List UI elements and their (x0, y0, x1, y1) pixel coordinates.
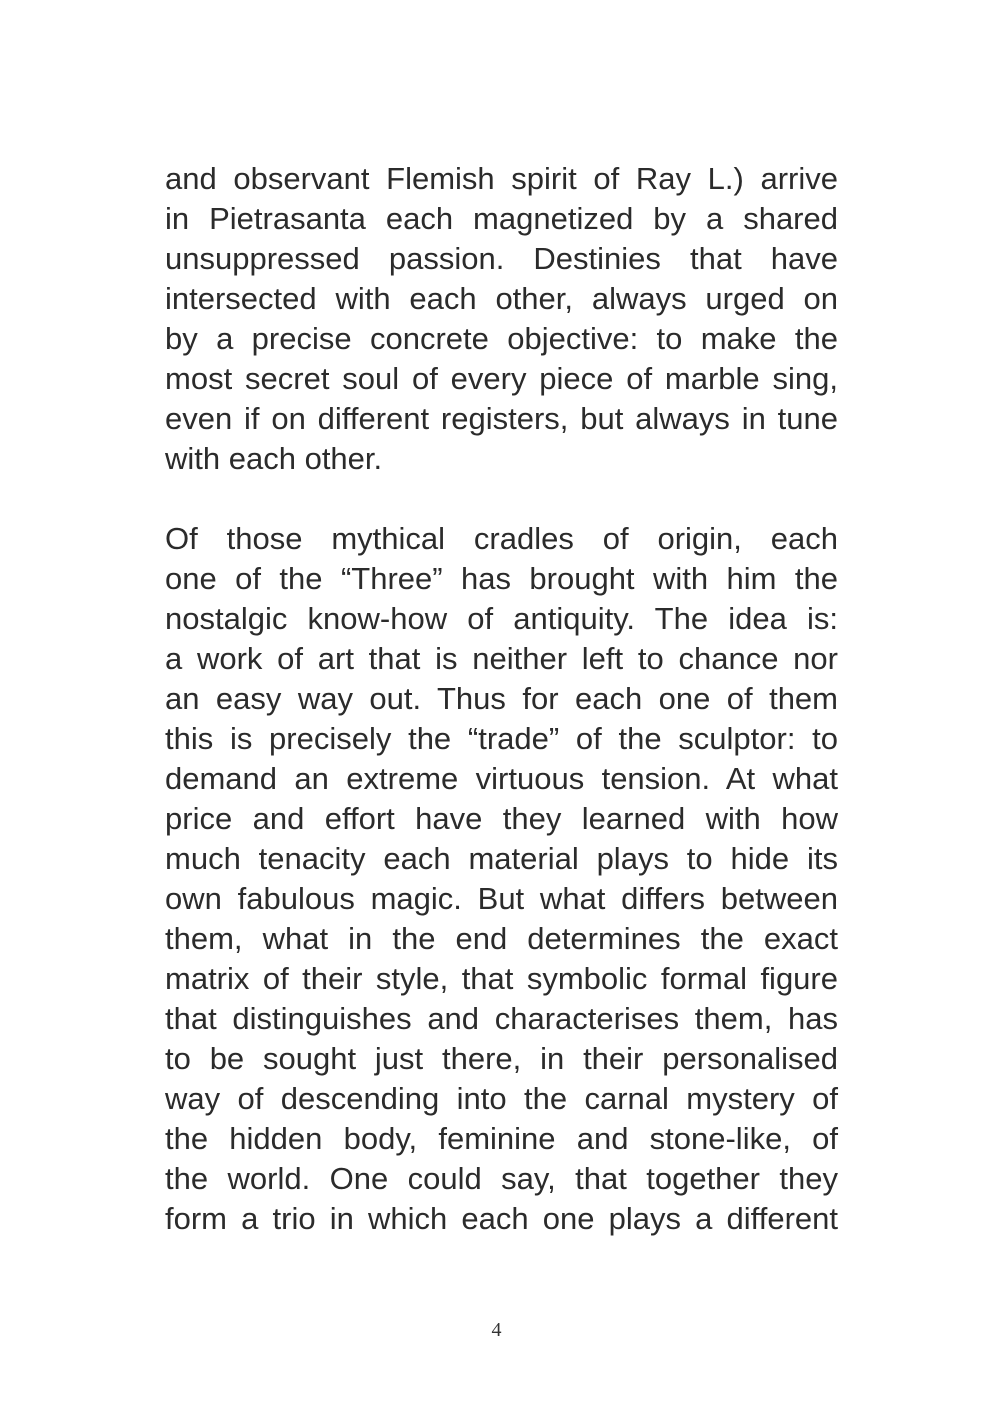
text-line: way of descending into the carnal mystery of (165, 1081, 838, 1116)
text-line: unsuppressed passion. Destinies that have (165, 241, 838, 276)
text-line: matrix of their style, that symbolic formal figure (165, 961, 838, 996)
text-line: much tenacity each material plays to hide its (165, 841, 838, 876)
text-line: a work of art that is neither left to chance nor (165, 641, 838, 676)
text-line: by a precise concrete objective: to make the (165, 321, 838, 356)
text-line: an easy way out. Thus for each one of them (165, 681, 838, 716)
text-line: the world. One could say, that together they (165, 1161, 838, 1196)
text-line: form a trio in which each one plays a different (165, 1201, 838, 1236)
body-text (165, 159, 838, 1239)
text-line: this is precisely the “trade” of the sculptor: to (165, 721, 838, 756)
text-line: with each other. (165, 441, 383, 476)
text-line: nostalgic know-how of antiquity. The idea is: (165, 601, 838, 636)
text-line: even if on different registers, but always in tune (165, 401, 838, 436)
text-line: and observant Flemish spirit of Ray L.) arrive (165, 161, 838, 196)
text-line: price and effort have they learned with how (165, 801, 838, 836)
text-line: own fabulous magic. But what differs between (165, 881, 838, 916)
text-line: Of those mythical cradles of origin, each (165, 521, 838, 556)
text-line: in Pietrasanta each magnetized by a shared (165, 201, 838, 236)
paragraph-1 (165, 159, 838, 479)
page-number: 4 (491, 1319, 502, 1341)
text-line: the hidden body, feminine and stone-like, of (165, 1121, 838, 1156)
paragraph-spacer (165, 479, 838, 519)
text-line: demand an extreme virtuous tension. At what (165, 761, 838, 796)
text-line: most secret soul of every piece of marble sing, (165, 361, 838, 396)
text-line: to be sought just there, in their personalised (165, 1041, 838, 1076)
text-line: intersected with each other, always urged on (165, 281, 838, 316)
text-line: one of the “Three” has brought with him the (165, 561, 838, 596)
paragraph-2 (165, 519, 838, 1239)
text-line: that distinguishes and characterises them, has (165, 1001, 838, 1036)
text-line: them, what in the end determines the exact (165, 921, 838, 956)
